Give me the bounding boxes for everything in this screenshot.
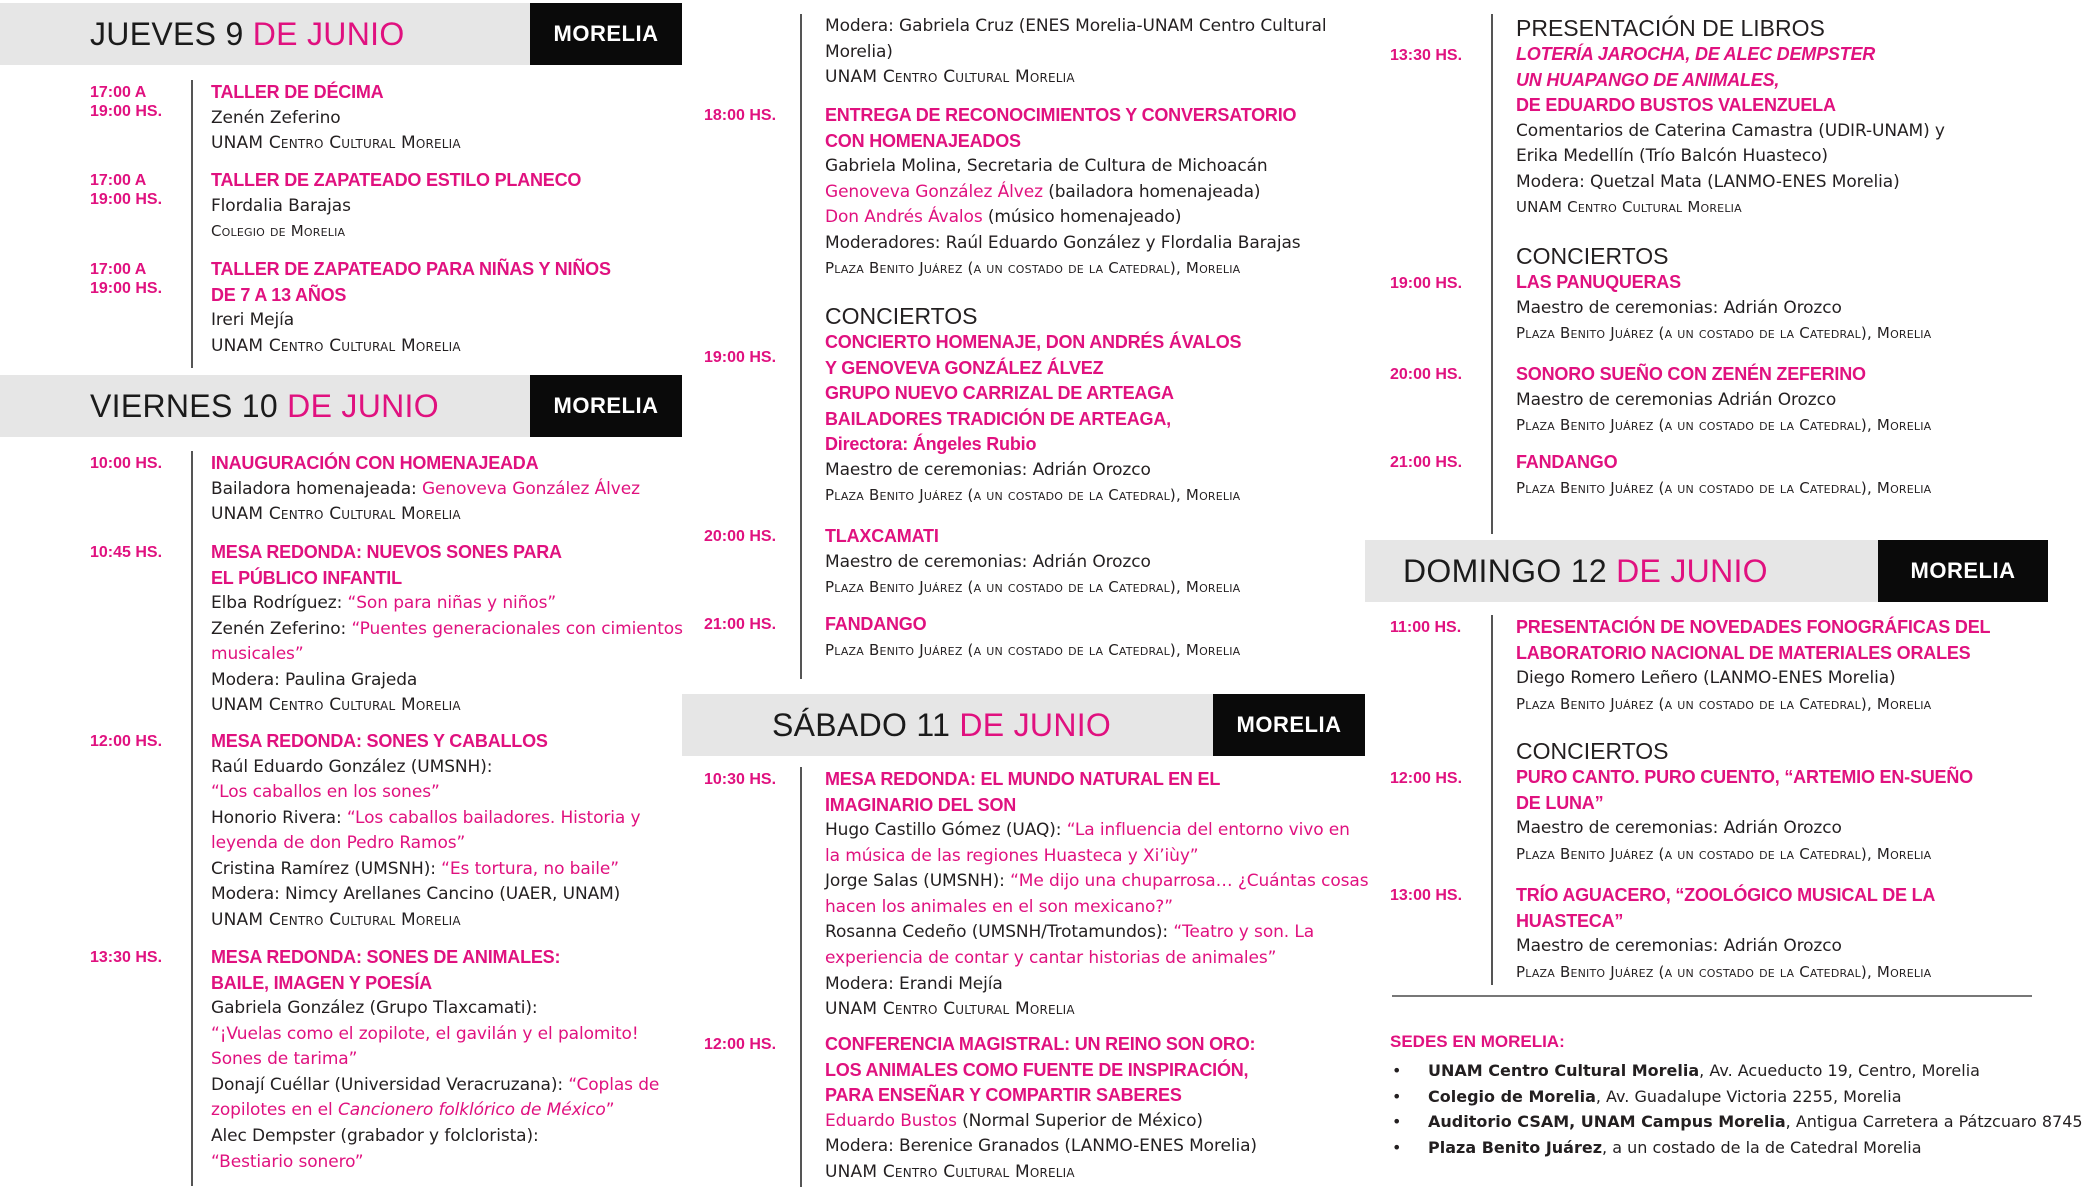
day-header-viernes: [0, 375, 682, 437]
event-venue: Plaza Benito Juárez (a un costado de la Catedral), Morelia: [825, 486, 1241, 505]
event-title: INAUGURACIÓN CON HOMENAJEADA: [211, 453, 539, 473]
event-title: CON HOMENAJEADOS: [825, 130, 1021, 151]
event-title: EL PÚBLICO INFANTIL: [211, 567, 402, 588]
event-title: MESA REDONDA: SONES Y CABALLOS: [211, 731, 548, 751]
event-venue: Plaza Benito Juárez (a un costado de la Catedral), Morelia: [825, 640, 1241, 659]
city-badge: MORELIA: [530, 3, 682, 65]
event-title: LAS PANUQUERAS: [1516, 272, 1681, 292]
section-heading: PRESENTACIÓN DE LIBROS: [1516, 15, 1825, 41]
event-time: 20:00 HS.: [1390, 366, 1463, 383]
event-venue: UNAM Centro Cultural Morelia: [211, 910, 461, 931]
event-venue: Plaza Benito Juárez (a un costado de la Catedral), Morelia: [825, 259, 1241, 278]
event-line: Comentarios de Caterina Camastra (UDIR-UNAM) y: [1516, 120, 1945, 141]
event-title: LOS ANIMALES COMO FUENTE DE INSPIRACIÓN,: [825, 1059, 1249, 1080]
event-line: Moderadores: Raúl Eduardo González y Flordalia Barajas: [825, 232, 1301, 253]
event-line: leyenda de don Pedro Ramos”: [211, 833, 466, 854]
event-time: 20:00 HS.: [704, 528, 777, 545]
event-line: Maestro de ceremonias: Adrián Orozco: [1516, 297, 1842, 318]
event-line: musicales”: [211, 644, 304, 665]
event-line: Ireri Mejía: [211, 310, 295, 330]
event-venue: UNAM Centro Cultural Morelia: [211, 695, 461, 716]
event-title: TALLER DE ZAPATEADO ESTILO PLANECO: [211, 170, 582, 190]
event-title: PRESENTACIÓN DE NOVEDADES FONOGRÁFICAS DEL: [1516, 617, 1991, 637]
event-time: 12:00 HS.: [1390, 770, 1463, 787]
event-time: 12:00 HS.: [704, 1036, 777, 1053]
event-line: Bailadora homenajeada: Genoveva González Álvez: [211, 478, 640, 499]
event-list-domingo: [1365, 615, 2035, 985]
sedes-section: [1390, 1032, 2083, 1160]
event-title: LABORATORIO NACIONAL DE MATERIALES ORALES: [1516, 642, 1971, 663]
event-time: 17:00 A 19:00 HS.: [90, 84, 163, 120]
event-line: Maestro de ceremonias: Adrián Orozco: [1516, 818, 1842, 838]
event-title: SONORO SUEÑO CON ZENÉN ZEFERINO: [1516, 364, 1866, 384]
event-title: PURO CANTO. PURO CUENTO, “ARTEMIO EN-SUEÑO: [1516, 767, 1973, 787]
event-title: FANDANGO: [1516, 452, 1618, 472]
event-title: MESA REDONDA: NUEVOS SONES PARA: [211, 542, 562, 562]
event-line: Cristina Ramírez (UMSNH): “Es tortura, no baile”: [211, 858, 619, 879]
event-line: Diego Romero Leñero (LANMO-ENES Morelia): [1516, 668, 1896, 688]
sedes-heading: SEDES EN MORELIA:: [1390, 1032, 1565, 1051]
event-list-viernes: [90, 451, 683, 1186]
event-line: Hugo Castillo Gómez (UAQ): “La influencia del entorno vivo en: [825, 820, 1350, 840]
event-time: 12:00 HS.: [90, 733, 163, 750]
event-line: Donají Cuéllar (Universidad Veracruzana): “Coplas de: [211, 1074, 660, 1095]
sede-item: • Auditorio CSAM, UNAM Campus Morelia, Antigua Carretera a Pátzcuaro 8745: [1390, 1109, 2030, 1135]
event-title: MESA REDONDA: SONES DE ANIMALES:: [211, 947, 561, 967]
day-header-sabado: [682, 694, 1365, 756]
day-title: JUEVES 9 DE JUNIO: [90, 16, 405, 52]
event-time: 13:30 HS.: [1390, 47, 1463, 64]
event-line: Alec Dempster (grabador y folclorista):: [211, 1125, 539, 1146]
event-line: Maestro de ceremonias: Adrián Orozco: [1516, 936, 1842, 956]
event-line: Modera: Gabriela Cruz (ENES Morelia-UNAM Centro Cultural: [825, 16, 1327, 36]
event-venue: UNAM Centro Cultural Morelia: [1516, 198, 1742, 217]
day-title: DOMINGO 12 DE JUNIO: [1403, 553, 1768, 589]
event-line: Erika Medellín (Trío Balcón Huasteco): [1516, 146, 1828, 167]
event-time: 19:00 HS.: [1390, 275, 1463, 292]
event-line: Elba Rodríguez: “Son para niñas y niños”: [211, 593, 557, 613]
event-line: “Bestiario sonero”: [211, 1151, 364, 1172]
event-time: 13:30 HS.: [90, 949, 163, 966]
event-line: Raúl Eduardo González (UMSNH):: [211, 756, 493, 777]
event-line: Genoveva González Álvez (bailadora homenajeada): [825, 181, 1261, 202]
event-venue: Plaza Benito Juárez (a un costado de la Catedral), Morelia: [1516, 324, 1932, 343]
event-line: Don Andrés Ávalos (músico homenajeado): [825, 207, 1182, 228]
event-time: 11:00 HS.: [1390, 619, 1462, 636]
event-line: Morelia): [825, 41, 893, 62]
day-title: VIERNES 10 DE JUNIO: [90, 388, 439, 424]
event-title: TALLER DE ZAPATEADO PARA NIÑAS Y NIÑOS: [211, 259, 611, 279]
event-time: 21:00 HS.: [1390, 454, 1463, 471]
event-venue: Plaza Benito Juárez (a un costado de la Catedral), Morelia: [825, 578, 1241, 597]
event-time: 10:00 HS.: [90, 455, 163, 472]
event-line: “Los caballos en los sones”: [211, 782, 440, 803]
section-heading: CONCIERTOS: [825, 303, 978, 329]
day-header-domingo: [1365, 540, 2048, 602]
sede-item: • UNAM Centro Cultural Morelia, Av. Acueducto 19, Centro, Morelia: [1390, 1058, 2030, 1084]
event-venue: UNAM Centro Cultural Morelia: [825, 67, 1075, 88]
event-title: Y GENOVEVA GONZÁLEZ ÁLVEZ: [825, 357, 1104, 378]
event-title: HUASTECA”: [1516, 910, 1624, 931]
event-line: “¡Vuelas como el zopilote, el gavilán y el palomito!: [211, 1023, 639, 1044]
event-time: 21:00 HS.: [704, 616, 777, 633]
event-time: 10:30 HS.: [704, 771, 777, 788]
event-title: UN HUAPANGO DE ANIMALES,: [1516, 69, 1780, 90]
event-title: BAILADORES TRADICIÓN DE ARTEAGA,: [825, 408, 1171, 429]
event-venue: UNAM Centro Cultural Morelia: [211, 335, 461, 356]
event-line: Modera: Quetzal Mata (LANMO-ENES Morelia): [1516, 171, 1900, 192]
event-line: Modera: Berenice Granados (LANMO-ENES Morelia): [825, 1136, 1257, 1157]
event-time: 17:00 A 19:00 HS.: [90, 172, 163, 208]
event-line: zopilotes en el Cancionero folklórico de México”: [211, 1100, 615, 1121]
city-badge: MORELIA: [1878, 540, 2048, 602]
event-title: TRÍO AGUACERO, “ZOOLÓGICO MUSICAL DE LA: [1516, 885, 1936, 905]
event-time: 17:00 A 19:00 HS.: [90, 261, 163, 297]
event-venue: UNAM Centro Cultural Morelia: [211, 504, 461, 525]
event-title: IMAGINARIO DEL SON: [825, 794, 1017, 815]
event-line: Zenén Zeferino: [211, 107, 341, 128]
event-line: Maestro de ceremonias: Adrián Orozco: [825, 459, 1151, 480]
event-line: Sones de tarima”: [211, 1049, 358, 1070]
event-title: DE EDUARDO BUSTOS VALENZUELA: [1516, 95, 1836, 115]
event-venue: UNAM Centro Cultural Morelia: [825, 999, 1075, 1020]
event-venue: Plaza Benito Juárez (a un costado de la Catedral), Morelia: [1516, 416, 1932, 435]
event-title: CONFERENCIA MAGISTRAL: UN REINO SON ORO:: [825, 1034, 1256, 1054]
event-title: GRUPO NUEVO CARRIZAL DE ARTEAGA: [825, 383, 1174, 403]
event-line: Honorio Rivera: “Los caballos bailadores. Historia y: [211, 807, 641, 828]
section-heading: CONCIERTOS: [1516, 243, 1669, 269]
event-title: FANDANGO: [825, 614, 927, 634]
event-title: CONCIERTO HOMENAJE, DON ANDRÉS ÁVALOS: [825, 332, 1242, 352]
event-line: Jorge Salas (UMSNH): “Me dijo una chuparrosa… ¿Cuántas cosas: [825, 871, 1369, 892]
event-time: 19:00 HS.: [704, 349, 777, 366]
event-title: PARA ENSEÑAR Y COMPARTIR SABERES: [825, 1085, 1182, 1105]
event-venue: Plaza Benito Juárez (a un costado de la Catedral), Morelia: [1516, 962, 1932, 981]
event-line: Gabriela Molina, Secretaria de Cultura de Michoacán: [825, 156, 1268, 176]
event-time: 10:45 HS.: [90, 544, 163, 561]
event-venue: UNAM Centro Cultural Morelia: [825, 1161, 1075, 1182]
event-title: DE LUNA”: [1516, 792, 1604, 813]
event-venue: Plaza Benito Juárez (a un costado de la Catedral), Morelia: [1516, 478, 1932, 497]
sedes-list: [1390, 1058, 2083, 1160]
event-title: TLAXCAMATI: [825, 526, 939, 546]
event-venue: Plaza Benito Juárez (a un costado de la Catedral), Morelia: [1516, 694, 1932, 713]
divider-line: [800, 767, 802, 1187]
event-title: LOTERÍA JAROCHA, DE ALEC DEMPSTER: [1516, 44, 1876, 64]
day-header-jueves: [0, 3, 682, 65]
event-list-viernes-cont: [682, 14, 1352, 679]
city-badge: MORELIA: [530, 375, 682, 437]
event-list-sabado-cont: [1365, 14, 2035, 534]
event-line: Zenén Zeferino: “Puentes generacionales con cimientos: [211, 618, 683, 639]
sede-item: • Plaza Benito Juárez, a un costado de la de Catedral Morelia: [1390, 1135, 2030, 1161]
event-title: ENTREGA DE RECONOCIMIENTOS Y CONVERSATORIO: [825, 105, 1297, 125]
event-line: hacen los animales en el son mexicano?”: [825, 896, 1173, 917]
event-line: Eduardo Bustos (Normal Superior de México): [825, 1110, 1203, 1131]
event-line: Gabriela González (Grupo Tlaxcamati):: [211, 998, 538, 1018]
city-badge: MORELIA: [1213, 694, 1365, 756]
event-title: MESA REDONDA: EL MUNDO NATURAL EN EL: [825, 769, 1221, 789]
event-title: TALLER DE DÉCIMA: [211, 82, 384, 102]
event-title: Directora: Ángeles Rubio: [825, 434, 1037, 454]
event-venue: Plaza Benito Juárez (a un costado de la Catedral), Morelia: [1516, 844, 1932, 863]
event-list-jueves: [90, 80, 670, 368]
event-line: Maestro de ceremonias: Adrián Orozco: [825, 551, 1151, 572]
event-time: 18:00 HS.: [704, 107, 777, 124]
sedes-separator: [1392, 995, 2032, 997]
event-title: DE 7 A 13 AÑOS: [211, 284, 347, 305]
event-line: Flordalia Barajas: [211, 195, 351, 216]
event-venue: UNAM Centro Cultural Morelia: [211, 133, 461, 154]
day-title: SÁBADO 11 DE JUNIO: [772, 707, 1112, 743]
event-line: Maestro de ceremonias Adrián Orozco: [1516, 389, 1837, 410]
event-title: BAILE, IMAGEN Y POESÍA: [211, 972, 432, 993]
event-line: Modera: Nimcy Arellanes Cancino (UAER, UNAM): [211, 884, 621, 905]
event-line: Modera: Erandi Mejía: [825, 973, 1003, 994]
event-line: Rosanna Cedeño (UMSNH/Trotamundos): “Teatro y son. La: [825, 922, 1315, 943]
event-time: 13:00 HS.: [1390, 887, 1463, 904]
divider-line: [191, 80, 193, 368]
event-venue: Colegio de Morelia: [211, 222, 346, 241]
sede-item: • Colegio de Morelia, Av. Guadalupe Victoria 2255, Morelia: [1390, 1084, 2030, 1110]
divider-line: [1491, 615, 1493, 985]
event-line: experiencia de contar y cantar historias de animales”: [825, 947, 1277, 968]
section-heading: CONCIERTOS: [1516, 738, 1669, 764]
event-list-sabado: [682, 767, 1369, 1187]
event-line: Modera: Paulina Grajeda: [211, 669, 418, 690]
event-line: la música de las regiones Huasteca y Xi’iùy”: [825, 845, 1199, 866]
